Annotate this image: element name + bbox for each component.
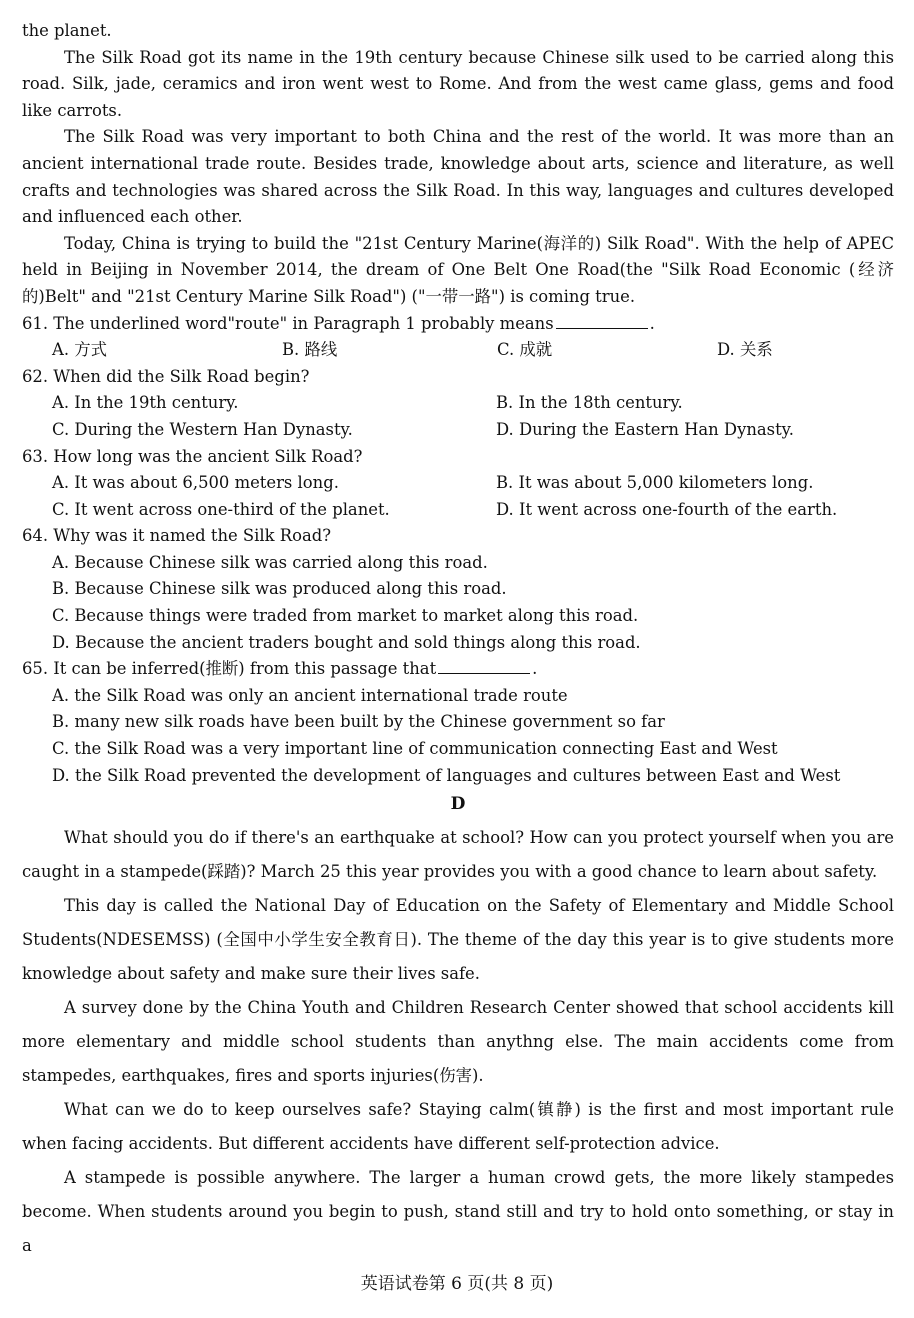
answer-option: A. the Silk Road was only an ancient international trade route bbox=[52, 685, 568, 705]
question-stem bbox=[22, 311, 894, 338]
answer-option: D. During the Eastern Han Dynasty. bbox=[496, 419, 794, 439]
answer-option: C. It went across one-third of the planet. bbox=[52, 499, 390, 519]
question-text-end: . bbox=[649, 313, 655, 333]
passage-d-paragraph: What should you do if there's an earthquake at school? How can you protect yourself when you are caught in a stampede(踩踏)? March 25 this year provides you with a good chance to learn about safety. bbox=[22, 828, 894, 882]
answer-option: C. During the Western Han Dynasty. bbox=[52, 419, 353, 439]
answer-option: B. Because Chinese silk was produced along this road. bbox=[52, 579, 507, 599]
question-text: 65. It can be inferred(推断) from this passage that bbox=[22, 659, 437, 679]
passage-d-paragraph: A survey done by the China Youth and Children Research Center showed that school accidents kill more elementary and middle school students than anythng else. The main accidents come from stampedes, earthquakes, fires and sports injuries(伤害). bbox=[22, 998, 894, 1086]
answer-option: B. many new silk roads have been built by the Chinese government so far bbox=[52, 712, 665, 732]
option-list bbox=[22, 470, 894, 523]
passage-c-paragraph: Today, China is trying to build the "21st Century Marine(海洋的) Silk Road". With the help of APEC held in Beijing in November 2014, the dream of One Belt One Road(the "Silk Road Economic (经济的)Belt" and "21st Century Marine Silk Road") ("一带一路") is coming true. bbox=[22, 233, 894, 306]
answer-blank bbox=[438, 659, 530, 674]
question-text: 61. The underlined word"route" in Paragraph 1 probably means bbox=[22, 313, 554, 333]
page-footer: 英语试卷第 6 页(共 8 页) bbox=[360, 1274, 554, 1294]
answer-option: D. It went across one-fourth of the earth. bbox=[496, 499, 838, 519]
section-title: D bbox=[450, 794, 466, 815]
answer-option: C. the Silk Road was a very important line of communication connecting East and West bbox=[52, 739, 778, 759]
question-text: 64. Why was it named the Silk Road? bbox=[22, 526, 332, 546]
question-text: 63. How long was the ancient Silk Road? bbox=[22, 446, 363, 466]
answer-option: B. 路线 bbox=[282, 340, 338, 360]
answer-option: A. In the 19th century. bbox=[52, 393, 239, 413]
answer-option: C. 成就 bbox=[497, 340, 553, 360]
passage-d-paragraph: What can we do to keep ourselves safe? Staying calm(镇静) is the first and most important rule when facing accidents. But different accidents have different self-protection advice. bbox=[22, 1100, 894, 1154]
answer-option: B. It was about 5,000 kilometers long. bbox=[496, 473, 814, 493]
answer-blank bbox=[556, 314, 648, 329]
question-text: 62. When did the Silk Road begin? bbox=[22, 366, 310, 386]
answer-option: D. 关系 bbox=[717, 340, 773, 360]
passage-c-continued: the planet. bbox=[22, 21, 112, 40]
passage-c-paragraph: The Silk Road was very important to both China and the rest of the world. It was more than an ancient international trade route. Besides trade, knowledge about arts, science and literature, as well crafts and technologies was shared across the Silk Road. In this way, languages and cultures developed and influenced each other. bbox=[22, 127, 894, 227]
option-list bbox=[22, 683, 894, 789]
answer-option: A. Because Chinese silk was carried along this road. bbox=[52, 552, 488, 572]
answer-option: D. the Silk Road prevented the development of languages and cultures between East and West bbox=[52, 765, 841, 785]
question-stem bbox=[22, 364, 894, 391]
question-text-end: . bbox=[532, 659, 538, 679]
question-list bbox=[22, 311, 894, 790]
question-stem bbox=[22, 523, 894, 550]
question-stem bbox=[22, 444, 894, 471]
answer-option: C. Because things were traded from market to market along this road. bbox=[52, 606, 639, 626]
option-list bbox=[22, 337, 894, 364]
option-list bbox=[22, 550, 894, 656]
passage-d-paragraph: A stampede is possible anywhere. The larger a human crowd gets, the more likely stampedes become. When students around you begin to push, stand still and try to hold onto something, or stay in a bbox=[22, 1168, 894, 1256]
answer-option: A. 方式 bbox=[52, 340, 108, 360]
passage-d-paragraph: This day is called the National Day of Education on the Safety of Elementary and Middle School Students(NDESEMSS) (全国中小学生安全教育日). The theme of the day this year is to give students more knowledge about safety and make sure their lives safe. bbox=[22, 896, 894, 984]
exam-page bbox=[22, 18, 894, 1263]
answer-option: D. Because the ancient traders bought and sold things along this road. bbox=[52, 632, 641, 652]
question-stem bbox=[22, 656, 894, 683]
passage-c-paragraph: The Silk Road got its name in the 19th century because Chinese silk used to be carried along this road. Silk, jade, ceramics and iron went west to Rome. And from the west came glass, gems and food like carrots. bbox=[22, 47, 894, 120]
option-list bbox=[22, 390, 894, 443]
answer-option: A. It was about 6,500 meters long. bbox=[52, 473, 339, 493]
answer-option: B. In the 18th century. bbox=[496, 393, 683, 413]
